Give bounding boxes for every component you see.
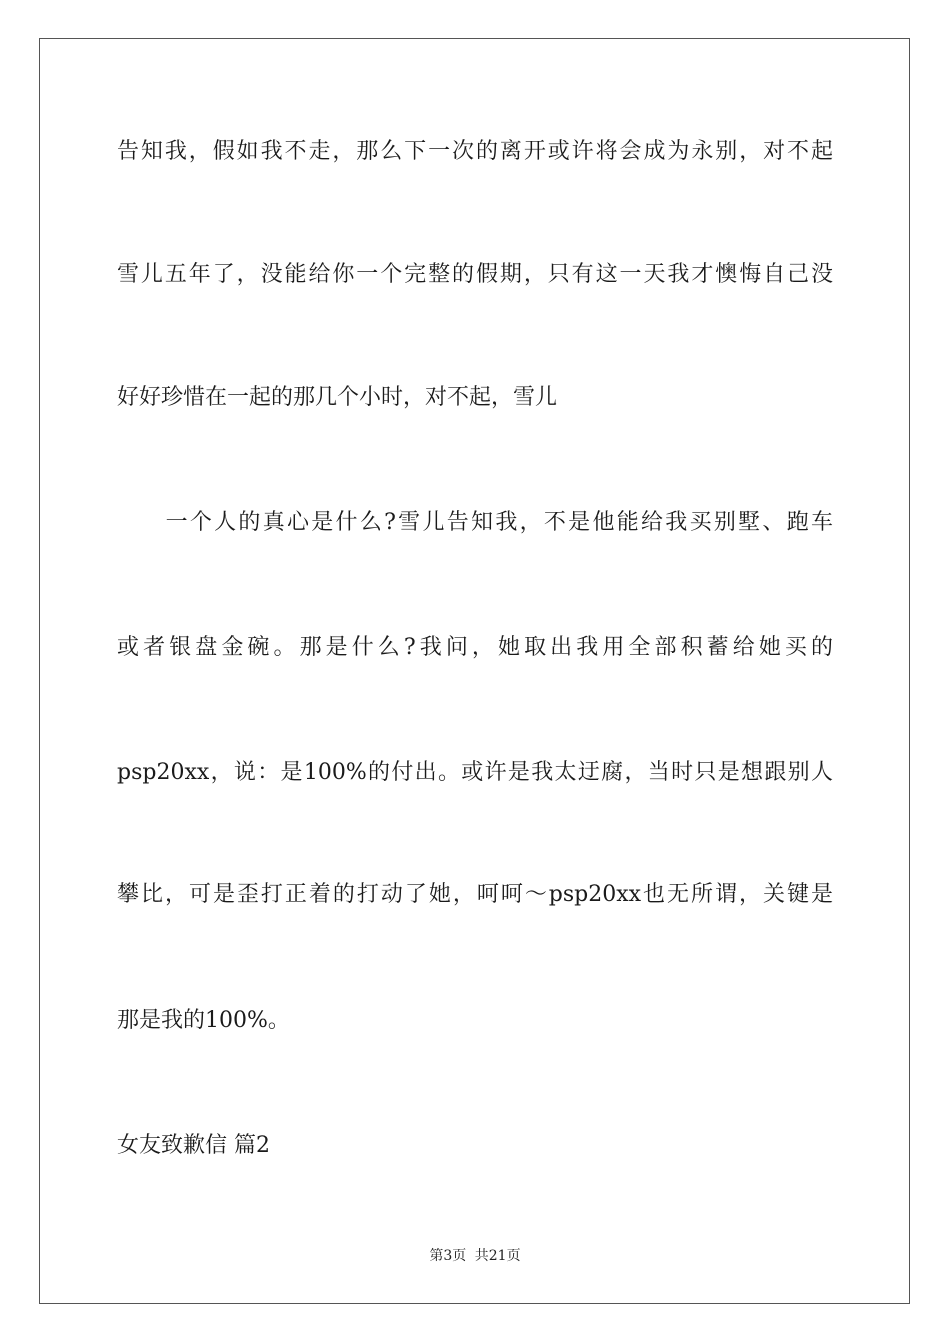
page-total: 共21页 <box>474 1248 521 1264</box>
page-footer <box>0 1247 950 1265</box>
page-number: 第3页 <box>429 1248 467 1264</box>
body-line-1: 告知我，假如我不走，那么下一次的离开或许将会成为永别，对不起 <box>117 139 833 164</box>
body-line-8: 那是我的100%。 <box>117 1008 290 1033</box>
section-heading: 女友致歉信 篇2 <box>117 1133 270 1158</box>
body-line-7: 攀比，可是歪打正着的打动了她，呵呵～psp20xx也无所谓，关键是 <box>117 882 833 907</box>
body-line-4: 一个人的真心是什么?雪儿告知我，不是他能给我买别墅、跑车 <box>117 510 833 535</box>
body-line-3: 好好珍惜在一起的那几个小时，对不起，雪儿 <box>117 385 558 410</box>
body-line-5: 或者银盘金碗。那是什么?我问，她取出我用全部积蓄给她买的 <box>117 635 833 660</box>
body-line-2: 雪儿五年了，没能给你一个完整的假期，只有这一天我才懊悔自己没 <box>117 262 833 287</box>
page-frame <box>39 38 910 1304</box>
body-line-6: psp20xx，说：是100%的付出。或许是我太迂腐，当时只是想跟别人 <box>117 760 833 785</box>
